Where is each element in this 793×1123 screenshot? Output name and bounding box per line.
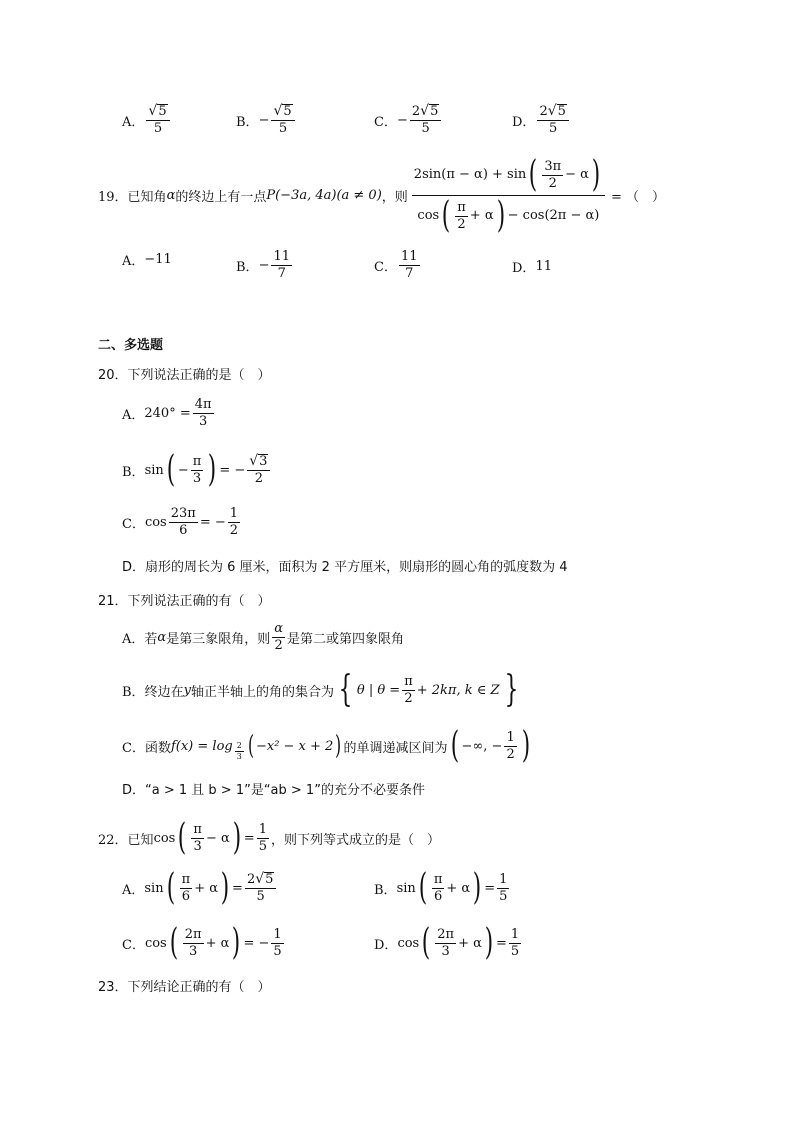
fraction: √ 5 5 (271, 104, 294, 136)
q20-option-a: A． 240° = $\frac{4\pi}{3}$ (122, 397, 212, 429)
q18-option-c: C． − 2 √ 5 5 (374, 104, 443, 136)
q20-option-d: D． 扇形的周长为 6 厘米，面积为 2 平方厘米，则扇形的圆心角的弧度数为 4 (122, 560, 568, 575)
q18-option-b: B． − √ 5 5 (236, 104, 297, 136)
q19-stem: 19． 已知角 α 的终边上有一点 P(−3a, 4a)(a ≠ 0) ，则 2sin(π − α) + sin ( $\frac{3\pi}{2}$ − α ) cos ( $\frac{\pi}{2}$ + α ) − cos(2π − α) = （ ） (98, 154, 666, 236)
big-fraction: 2sin(π − α) + sin ( $\frac{3\pi}{2}$ − α ) cos ( $\frac{\pi}{2}$ + α ) − cos(2π − α) (412, 157, 605, 234)
fraction: 2 √ 5 5 (537, 104, 568, 136)
q21-option-a: A． 若 α 是第三象限角，则 $\frac{\alpha}{2}$ 是第二或第四象限角 (122, 621, 404, 653)
q22-stem: 22． 已知 cos ( $\frac{\pi}{3}$ − α ) = $\frac{1}{5}$ ，则下列等式成立的是（ ） (98, 817, 440, 858)
q19-option-a: A． −11 (122, 252, 172, 269)
q22-option-b: B． sin ( $\frac{\pi}{6}$ + α ) = $\frac{1}{5}$ (374, 867, 508, 908)
fraction: 2 √ 5 5 (410, 104, 441, 136)
q19-option-d: D． 11 (512, 259, 552, 276)
q21-option-d: D． “a > 1 且 b > 1”是“ab > 1”的充分不必要条件 (122, 783, 425, 798)
question-number: 19． (98, 190, 128, 205)
q20-option-b: B． sin ( − $\frac{\pi}{3}$ ) = − √ 3 2 (122, 452, 272, 488)
q22-option-d: D． cos ( $\frac{2\pi}{3}$ + α ) = $\frac{1}{5}$ (374, 922, 520, 963)
q22-option-c: C． cos ( $\frac{2\pi}{3}$ + α ) = − $\frac{1}{5}$ (122, 922, 282, 963)
q18-option-d: D． 2 √ 5 5 (512, 104, 571, 136)
q21-option-b: B． 终边在 y 轴正半轴上的角的集合为 { θ | θ = $\frac{\pi}{2}$ + 2kπ, k ∈ Z } (122, 669, 518, 710)
fraction: √ 5 5 (146, 104, 169, 136)
q23-stem: 23． 下列结论正确的有（ ） (98, 980, 271, 995)
q20-stem: 20． 下列说法正确的是（ ） (98, 368, 271, 383)
section-title: 二、多选题 (98, 338, 164, 353)
q21-stem: 21． 下列说法正确的有（ ） (98, 594, 271, 609)
q18-option-a: A． √ 5 5 (122, 104, 172, 136)
q19-option-b: B． − $\frac{11}{7}$ (236, 249, 291, 281)
q19-option-c: C． $\frac{11}{7}$ (374, 249, 418, 281)
q21-option-c: C． 函数 f(x) = log $\frac{2}{3}$ ( −x² − x + 2 ) 的单调递减区间为 ( −∞, − $\frac{1}{2}$ ) (122, 725, 530, 766)
q20-option-c: C． cos $\frac{23\pi}{6}$ = − $\frac{1}{2}$ (122, 506, 239, 538)
q22-option-a: A． sin ( $\frac{\pi}{6}$ + α ) = 2 √ 5 5 (122, 870, 278, 906)
